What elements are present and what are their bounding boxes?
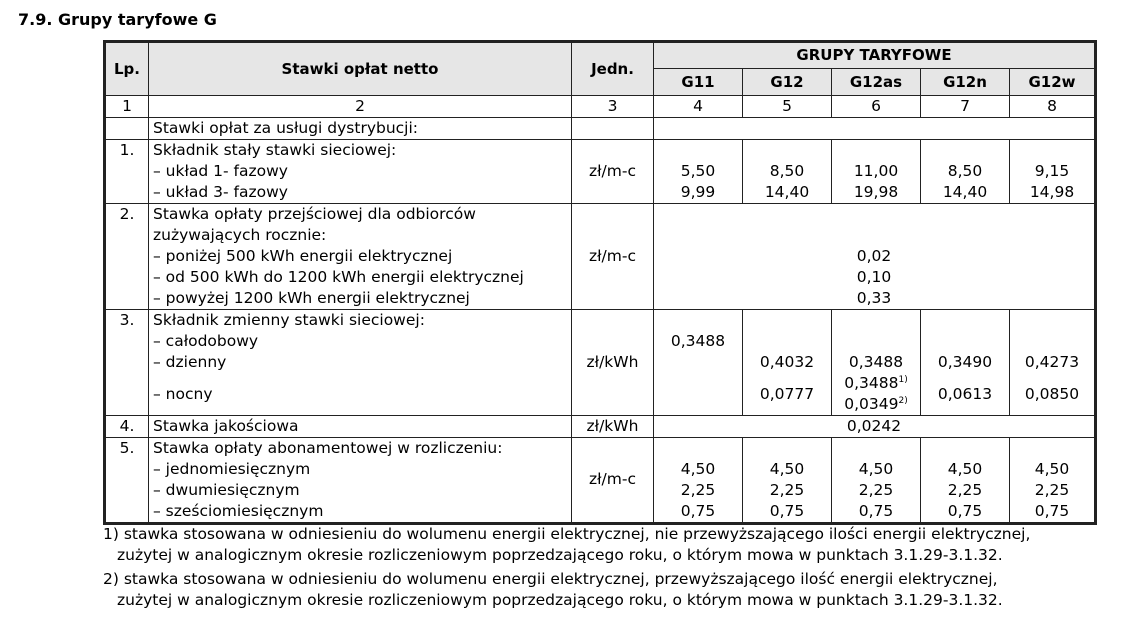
row-lp: 1. [106, 140, 149, 204]
column-number: 1 [106, 96, 149, 118]
value-cell: 9,15 14,98 [1010, 140, 1095, 204]
footnote [103, 569, 1093, 611]
row-description: Stawka opłaty abonamentowej w rozliczeniu: – jednomiesięcznym – dwumiesięcznym – sześciomiesięcznym [149, 438, 572, 523]
column-number: 2 [149, 96, 572, 118]
section-heading: 7.9. Grupy taryfowe G [18, 10, 217, 29]
row-unit: zł/m-c [572, 140, 654, 204]
row-description: Stawka opłaty przejściowej dla odbiorców zużywających rocznie: – poniżej 500 kWh energii elektrycznej – od 500 kWh do 1200 kWh energii elektrycznej – powyżej 1200 kWh energii elektrycznej [149, 204, 572, 310]
footnote-line: 2) stawka stosowana w odniesieniu do wolumenu energii elektrycznej, przewyższającego ilość energii elektrycznej, [103, 570, 998, 588]
header-group-g12n: G12n [921, 69, 1010, 96]
value-cell: 8,50 14,40 [921, 140, 1010, 204]
column-number: 3 [572, 96, 654, 118]
value-cell: 0,02 0,10 0,33 [654, 204, 1095, 310]
column-number: 6 [832, 96, 921, 118]
table-row [106, 204, 1095, 310]
row-unit: zł/kWh [572, 416, 654, 438]
footnotes [103, 524, 1093, 614]
column-number: 5 [743, 96, 832, 118]
header-group-g12: G12 [743, 69, 832, 96]
value-cell: 4,50 2,25 0,75 [921, 438, 1010, 523]
value-cell: 11,00 19,98 [832, 140, 921, 204]
section-title: Stawki opłat za usługi dystrybucji: [149, 118, 572, 140]
column-number: 4 [654, 96, 743, 118]
row-description: Składnik zmienny stawki sieciowej: – całodobowy – dzienny – nocny [149, 310, 572, 416]
table-row [106, 416, 1095, 438]
column-number-row [106, 96, 1095, 118]
value-cell: 4,50 2,25 0,75 [1010, 438, 1095, 523]
tariff-table [105, 42, 1095, 523]
row-lp: 2. [106, 204, 149, 310]
row-description: Stawka jakościowa [149, 416, 572, 438]
footnote-line: zużytej w analogicznym okresie rozliczeniowym poprzedzającego roku, o którym mowa w punktach 3.1.29-3.1.32. [117, 546, 1003, 564]
row-unit: zł/m-c [572, 204, 654, 310]
table-row [106, 310, 1095, 416]
column-number: 7 [921, 96, 1010, 118]
header-grupy-taryfowe: GRUPY TARYFOWE [654, 43, 1095, 69]
value-cell: 0,3490 0,0613 [921, 310, 1010, 416]
footnote-line: 1) stawka stosowana w odniesieniu do wolumenu energii elektrycznej, nie przewyższającego ilości energii elektrycznej, [103, 525, 1031, 543]
value-cell: 0,4032 0,0777 [743, 310, 832, 416]
value-cell: 4,50 2,25 0,75 [743, 438, 832, 523]
value-cell: 0,3488 [654, 310, 743, 416]
table-row [106, 140, 1095, 204]
row-description: Składnik stały stawki sieciowej: – układ 1- fazowy – układ 3- fazowy [149, 140, 572, 204]
header-group-g12as: G12as [832, 69, 921, 96]
value-cell: 8,50 14,40 [743, 140, 832, 204]
row-lp: 3. [106, 310, 149, 416]
header-group-g11: G11 [654, 69, 743, 96]
footnote [103, 524, 1093, 566]
table-row [106, 438, 1095, 523]
value-cell: 4,50 2,25 0,75 [832, 438, 921, 523]
row-unit: zł/m-c [572, 438, 654, 523]
table-row [106, 118, 1095, 140]
header-lp: Lp. [106, 43, 149, 96]
row-unit: zł/kWh [572, 310, 654, 416]
value-cell: 0,4273 0,0850 [1010, 310, 1095, 416]
header-group-g12w: G12w [1010, 69, 1095, 96]
header-jedn: Jedn. [572, 43, 654, 96]
tariff-table-frame [103, 40, 1097, 525]
value-cell: 0,3488 0,3488$^{1)}$ 0,0349$^{2)}$ [832, 310, 921, 416]
header-stawki: Stawki opłat netto [149, 43, 572, 96]
column-number: 8 [1010, 96, 1095, 118]
value-cell: 4,50 2,25 0,75 [654, 438, 743, 523]
row-lp: 4. [106, 416, 149, 438]
value-cell: 5,50 9,99 [654, 140, 743, 204]
footnote-line: zużytej w analogicznym okresie rozliczeniowym poprzedzającego roku, o którym mowa w punktach 3.1.29-3.1.32. [117, 591, 1003, 609]
row-lp: 5. [106, 438, 149, 523]
value-cell: 0,0242 [654, 416, 1095, 438]
